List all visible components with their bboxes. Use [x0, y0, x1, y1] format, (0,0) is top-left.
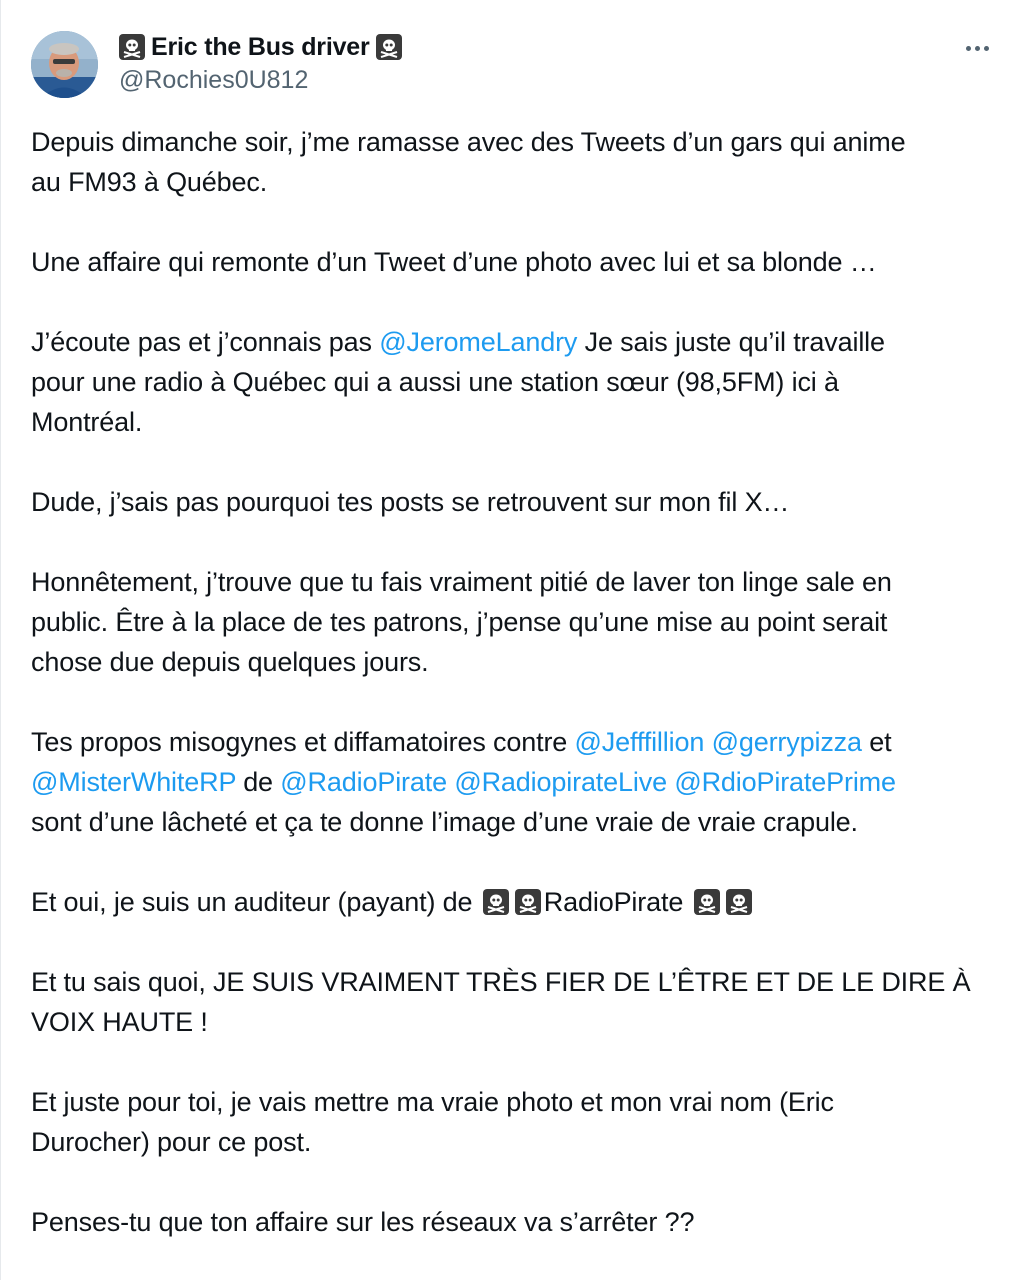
mention-link[interactable]: @MisterWhiteRP	[31, 767, 236, 797]
text-line: Penses-tu que ton affaire sur les réseaux va s’arrêter ??	[31, 1207, 695, 1237]
text-segment: de	[235, 767, 281, 797]
text-line	[31, 762, 991, 802]
text-line: au FM93 à Québec.	[31, 167, 268, 197]
mention-link[interactable]: @RadioPirate	[280, 767, 447, 797]
mention-link[interactable]: @gerrypizza	[711, 727, 862, 757]
paragraph	[31, 1082, 991, 1162]
skull-and-crossbones-icon	[483, 889, 509, 915]
tweet-text	[31, 122, 991, 1282]
text-line: Une affaire qui remonte d’un Tweet d’une photo avec lui et sa blonde …	[31, 247, 877, 277]
mention-link[interactable]: @RadiopirateLive	[454, 767, 667, 797]
text-line: Honnêtement, j’trouve que tu fais vraiment pitié de laver ton linge sale en	[31, 567, 892, 597]
highlighted-paragraph	[31, 722, 991, 842]
paragraph	[31, 482, 991, 522]
text-segment: Tes propos misogynes et diffamatoires contre	[31, 727, 575, 757]
text-line: sont d’une lâcheté et ça te donne l’image d’une vraie de vraie crapule.	[31, 807, 858, 837]
text-segment: J’écoute pas et j’connais pas	[31, 327, 380, 357]
text-line: Dude, j’sais pas pourquoi tes posts se retrouvent sur mon fil X…	[31, 487, 790, 517]
skull-and-crossbones-icon	[119, 34, 145, 60]
paragraph	[31, 322, 991, 442]
text-line: Et juste pour toi, je vais mettre ma vraie photo et mon vrai nom (Eric	[31, 1087, 834, 1117]
text-line: Et tu sais quoi, JE SUIS VRAIMENT TRÈS FIER DE L’ÊTRE ET DE LE DIRE À	[31, 967, 971, 997]
text-line: Durocher) pour ce post.	[31, 1127, 312, 1157]
skull-and-crossbones-icon	[726, 889, 752, 915]
text-line	[31, 322, 991, 362]
skull-and-crossbones-icon	[376, 34, 402, 60]
mention-link[interactable]: @Jefffillion	[574, 727, 705, 757]
text-segment: RadioPirate	[543, 887, 691, 917]
more-options-button[interactable]	[959, 36, 995, 60]
text-line: Montréal.	[31, 407, 143, 437]
more-horizontal-icon	[966, 46, 971, 51]
avatar[interactable]	[31, 31, 98, 98]
text-segment: Et oui, je suis un auditeur (payant) de	[31, 887, 480, 917]
text-line: pour une radio à Québec qui a aussi une station sœur (98,5FM) ici à	[31, 367, 839, 397]
text-line: chose due depuis quelques jours.	[31, 647, 429, 677]
paragraph	[31, 962, 991, 1042]
text-segment: Je sais juste qu’il travaille	[577, 327, 885, 357]
paragraph	[31, 242, 991, 282]
mention-link[interactable]: @JeromeLandry	[379, 327, 578, 357]
paragraph	[31, 1202, 991, 1242]
text-line: Depuis dimanche soir, j’me ramasse avec des Tweets d’un gars qui anime	[31, 127, 906, 157]
text-line: VOIX HAUTE !	[31, 1007, 208, 1037]
skull-and-crossbones-icon	[515, 889, 541, 915]
paragraph	[31, 882, 991, 922]
more-horizontal-icon	[984, 46, 989, 51]
text-line: public. Être à la place de tes patrons, j’pense qu’une mise au point serait	[31, 607, 888, 637]
author-handle[interactable]: @Rochies0U812	[119, 66, 309, 94]
paragraph	[31, 122, 991, 202]
paragraph	[31, 562, 991, 682]
mention-link[interactable]: @RdioPiratePrime	[674, 767, 896, 797]
avatar-photo	[31, 31, 98, 98]
more-horizontal-icon	[975, 46, 980, 51]
skull-and-crossbones-icon	[694, 889, 720, 915]
text-line	[31, 722, 991, 762]
display-name[interactable]: Eric the Bus driver	[151, 32, 370, 61]
text-segment: et	[861, 727, 892, 757]
text-line	[31, 882, 991, 922]
author-name-row[interactable]	[119, 32, 402, 62]
